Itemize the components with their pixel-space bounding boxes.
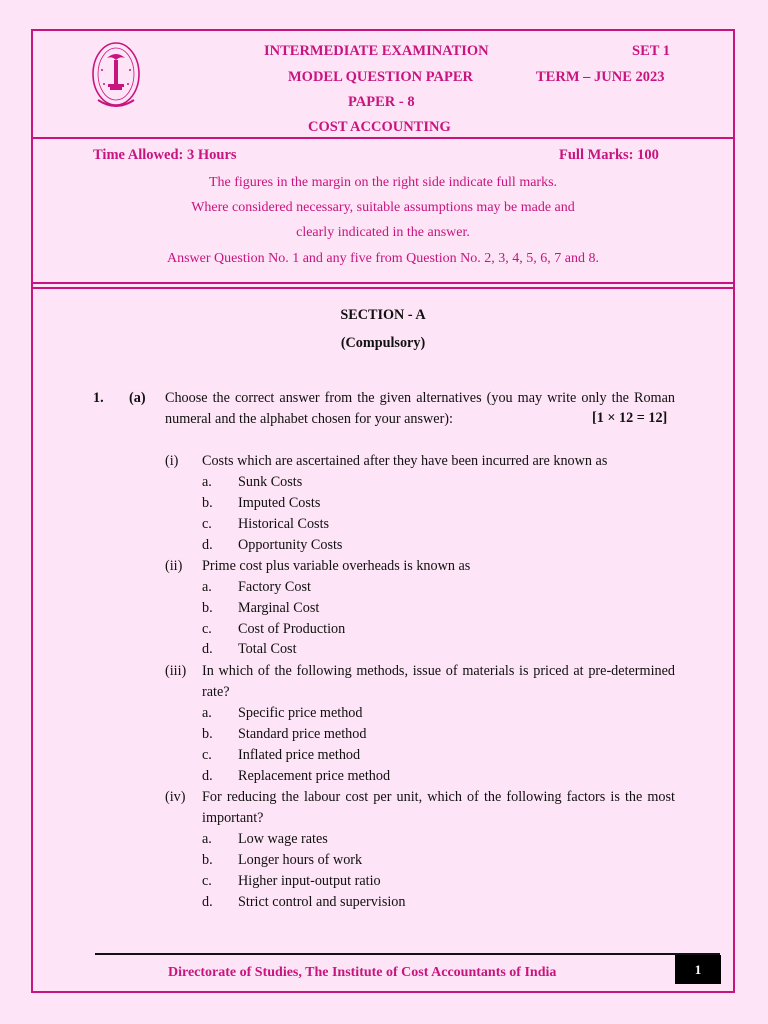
- question-part: (a): [129, 390, 146, 406]
- paper-type: MODEL QUESTION PAPER: [288, 69, 474, 85]
- subject-title: COST ACCOUNTING: [308, 119, 451, 135]
- instruction-line: Answer Question No. 1 and any five from Question No. 2, 3, 4, 5, 6, 7 and 8.: [167, 251, 599, 266]
- option-label: c.: [202, 747, 212, 763]
- item-number: (iv): [165, 789, 186, 805]
- question-number: 1.: [93, 390, 104, 406]
- instructions-divider-bottom: [31, 287, 735, 289]
- exam-title: INTERMEDIATE EXAMINATION: [264, 43, 489, 59]
- option-text: Strict control and supervision: [238, 894, 406, 910]
- set-label: SET 1: [632, 43, 671, 59]
- option-text: Inflated price method: [238, 747, 361, 763]
- item-text: Costs which are ascertained after they have been incurred are known as: [202, 453, 608, 469]
- option-label: b.: [202, 495, 213, 511]
- instructions-divider-top: [31, 282, 735, 284]
- option-text: Sunk Costs: [238, 474, 303, 490]
- item-text: Prime cost plus variable overheads is known as: [202, 558, 471, 574]
- time-allowed: Time Allowed: 3 Hours: [93, 147, 237, 163]
- option-label: a.: [202, 474, 212, 490]
- option-text: Marginal Cost: [238, 600, 320, 616]
- question-marks: [1 × 12 = 12]: [592, 410, 668, 426]
- option-text: Standard price method: [238, 726, 367, 742]
- option-text: Total Cost: [238, 641, 297, 657]
- instruction-line: Where considered necessary, suitable assumptions may be made and: [191, 200, 575, 215]
- item-number: (ii): [165, 558, 183, 574]
- option-label: b.: [202, 852, 213, 868]
- footer-text: Directorate of Studies, The Institute of Cost Accountants of India: [168, 965, 557, 980]
- option-label: c.: [202, 621, 212, 637]
- item-number: (iii): [165, 663, 187, 679]
- option-text: Low wage rates: [238, 831, 328, 847]
- option-label: d.: [202, 768, 213, 784]
- footer-rule: [95, 953, 720, 955]
- option-text: Historical Costs: [238, 516, 330, 532]
- section-subtitle: (Compulsory): [340, 335, 426, 351]
- option-label: b.: [202, 600, 213, 616]
- option-label: d.: [202, 641, 213, 657]
- option-label: a.: [202, 579, 212, 595]
- item-number: (i): [165, 453, 179, 469]
- option-label: c.: [202, 516, 212, 532]
- paper-number: PAPER - 8: [348, 94, 415, 110]
- option-label: d.: [202, 537, 213, 553]
- section-title: SECTION - A: [340, 307, 426, 323]
- option-text: Factory Cost: [238, 579, 311, 595]
- option-text: Opportunity Costs: [238, 537, 343, 553]
- option-text: Cost of Production: [238, 621, 346, 637]
- option-label: c.: [202, 873, 212, 889]
- instruction-line: The figures in the margin on the right side indicate full marks.: [208, 175, 558, 190]
- question-prompt: Choose the correct answer from the given alternatives (you may write only the Roman numeral and the alphabet chosen for your answer):: [165, 390, 675, 427]
- full-marks: Full Marks: 100: [559, 147, 659, 163]
- option-text: Longer hours of work: [238, 852, 363, 868]
- term-label: TERM – JUNE 2023: [536, 69, 665, 85]
- option-text: Replacement price method: [238, 768, 391, 784]
- header-divider: [31, 137, 735, 139]
- instruction-line: clearly indicated in the answer.: [296, 225, 470, 240]
- page-border: [31, 29, 735, 993]
- option-text: Specific price method: [238, 705, 363, 721]
- option-label: a.: [202, 831, 212, 847]
- page-number: 1: [675, 955, 721, 984]
- option-label: d.: [202, 894, 213, 910]
- option-label: a.: [202, 705, 212, 721]
- item-text: In which of the following methods, issue of materials is priced at pre-determined rate?: [202, 663, 675, 700]
- option-text: Higher input-output ratio: [238, 873, 381, 889]
- option-text: Imputed Costs: [238, 495, 321, 511]
- institute-seal-logo: [90, 40, 142, 114]
- item-text: For reducing the labour cost per unit, which of the following factors is the most important?: [202, 789, 675, 826]
- option-label: b.: [202, 726, 213, 742]
